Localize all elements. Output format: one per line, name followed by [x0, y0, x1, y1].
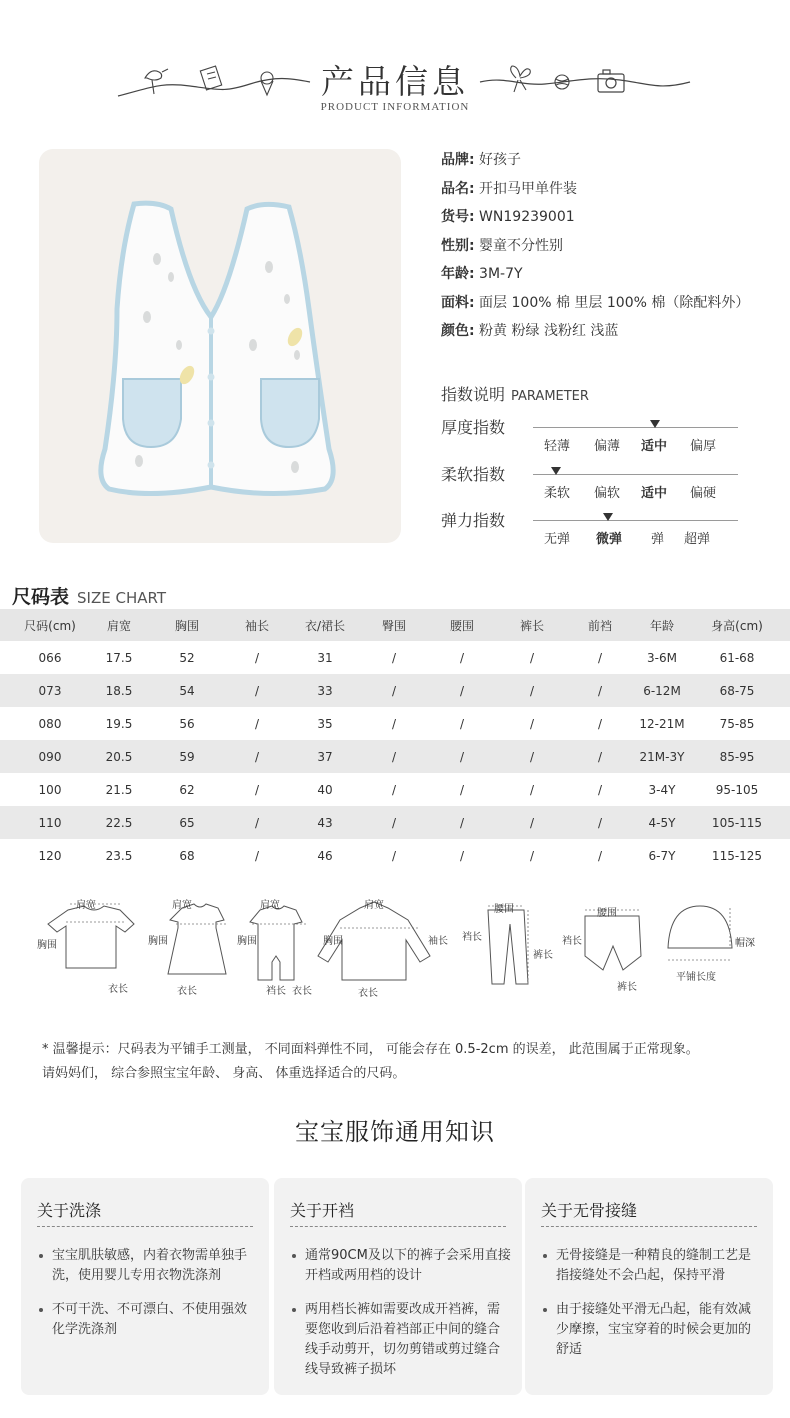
table-cell: /	[529, 650, 535, 665]
parameter-title: 指数说明 PARAMETER	[441, 385, 589, 404]
table-cell: 3-4Y	[648, 782, 676, 797]
info-color: 颜色: 粉黄 粉绿 浅粉红 浅蓝	[441, 323, 619, 339]
table-header-row: 尺码(cm) 肩宽 胸围 袖长 衣/裙长 臀围 腰围 裤长 前裆 年龄 身高(cm)	[0, 609, 790, 641]
table-cell: /	[254, 749, 260, 764]
elasticity-index: 弹力指数 无弹 微弹 弹 超弹	[441, 508, 786, 548]
table-cell: /	[529, 815, 535, 830]
table-cell: 35	[317, 716, 333, 731]
section-header	[0, 0, 790, 130]
table-cell: /	[597, 683, 603, 698]
table-cell: 115-125	[711, 848, 763, 863]
page-subtitle: PRODUCT INFORMATION	[320, 101, 470, 113]
table-cell: /	[391, 650, 397, 665]
table-cell: 40	[317, 782, 333, 797]
table-cell: /	[459, 848, 465, 863]
table-cell: /	[254, 650, 260, 665]
table-cell: /	[254, 716, 260, 731]
table-cell: 75-85	[719, 716, 755, 731]
table-cell: 105-115	[711, 815, 763, 830]
card-washing: 关于洗涤 宝宝肌肤敏感，内着衣物需单独手洗，使用婴儿专用衣物洗涤剂 不可干洗、不可漂白、不使用强效化学洗涤剂	[21, 1178, 269, 1395]
table-cell: 110	[38, 815, 62, 830]
info-brand: 品牌: 好孩子	[441, 152, 522, 168]
size-chart-title: 尺码表 SIZE CHART	[12, 586, 166, 608]
table-cell: 6-12M	[643, 683, 681, 698]
table-cell: /	[597, 848, 603, 863]
table-cell: 100	[38, 782, 62, 797]
table-cell: 6-7Y	[648, 848, 676, 863]
measurement-diagrams: 肩宽 胸围 衣长 肩宽 胸围 衣长 肩宽 胸围 裆长 衣长 肩宽 胸围 袖长 衣长 腰围 裆长 裤长 腰围 裆长 裤长 帽深 平铺长度	[0, 888, 790, 1003]
table-cell: /	[529, 716, 535, 731]
table-cell: 31	[317, 650, 333, 665]
list-item: 不可干洗、不可漂白、不使用强效化学洗涤剂	[37, 1300, 259, 1340]
table-row	[0, 839, 790, 872]
table-cell: 59	[179, 749, 195, 764]
table-cell: /	[391, 848, 397, 863]
table-cell: 56	[179, 716, 195, 731]
table-cell: 43	[317, 815, 333, 830]
table-body	[0, 641, 790, 872]
table-row	[0, 773, 790, 806]
shorts-diagram	[585, 916, 641, 970]
card-crotch: 关于开裆 通常90CM及以下的裤子会采用直接开档或两用档的设计 两用档长裤如需要改成开裆裤，需要您收到后沿着裆部正中间的缝合线手动剪开，切勿剪错或剪过缝合线导致裤子损坏	[274, 1178, 522, 1395]
product-image	[39, 149, 401, 543]
softness-marker	[551, 467, 561, 475]
table-cell: /	[529, 683, 535, 698]
table-cell: /	[459, 815, 465, 830]
size-note: * 温馨提示：尺码表为平铺手工测量， 不同面料弹性不同， 可能会存在 0.5-2cm 的误差， 此范围属于正常现象。 请妈妈们， 综合参照宝宝年龄、 身高、 体重选择适合的尺码。	[42, 1042, 699, 1081]
table-cell: 21.5	[105, 782, 133, 797]
knowledge-title: 宝宝服饰通用知识	[295, 1118, 495, 1146]
dress-diagram	[168, 904, 226, 974]
table-cell: /	[254, 683, 260, 698]
table-cell: /	[391, 782, 397, 797]
table-cell: /	[459, 650, 465, 665]
list-item: 通常90CM及以下的裤子会采用直接开档或两用档的设计	[290, 1246, 512, 1286]
table-row	[0, 707, 790, 740]
table-cell: /	[597, 749, 603, 764]
parameter-section	[441, 378, 786, 547]
table-row	[0, 674, 790, 707]
table-cell: 073	[38, 683, 62, 698]
product-info-list	[441, 149, 786, 349]
table-cell: /	[391, 716, 397, 731]
table-cell: 22.5	[105, 815, 133, 830]
tshirt-diagram	[48, 906, 134, 968]
table-cell: 37	[317, 749, 333, 764]
softness-index: 柔软指数 柔软 偏软 适中 偏硬	[441, 462, 786, 502]
table-cell: 65	[179, 815, 195, 830]
table-cell: 066	[38, 650, 62, 665]
info-age: 年龄: 3M-7Y	[441, 266, 523, 282]
table-cell: 19.5	[105, 716, 133, 731]
table-cell: 090	[38, 749, 62, 764]
table-cell: 080	[38, 716, 62, 731]
table-cell: /	[254, 782, 260, 797]
table-cell: 95-105	[715, 782, 759, 797]
list-item: 两用档长裤如需要改成开裆裤，需要您收到后沿着裆部正中间的缝合线手动剪开，切勿剪错或剪过缝合线导致裤子损坏	[290, 1300, 512, 1380]
card-seamless: 关于无骨接缝 无骨接缝是一种精良的缝制工艺是指接缝处不会凸起，保持平滑 由于接缝处平滑无凸起，能有效减少摩擦，宝宝穿着的时候会更加的舒适	[525, 1178, 773, 1395]
elasticity-marker	[603, 513, 613, 521]
table-cell: /	[391, 749, 397, 764]
table-cell: 62	[179, 782, 195, 797]
table-cell: 61-68	[719, 650, 755, 665]
table-cell: 120	[38, 848, 62, 863]
table-cell: /	[597, 650, 603, 665]
list-item: 由于接缝处平滑无凸起，能有效减少摩擦，宝宝穿着的时候会更加的舒适	[541, 1300, 763, 1360]
table-cell: /	[597, 815, 603, 830]
size-chart-table	[0, 609, 790, 872]
page-title: 产品信息	[321, 62, 469, 101]
table-cell: 52	[179, 650, 195, 665]
table-cell: /	[391, 815, 397, 830]
romper-diagram	[250, 906, 302, 980]
table-cell: 68-75	[719, 683, 755, 698]
info-product-name: 品名: 开扣马甲单件装	[441, 180, 578, 197]
table-cell: /	[459, 683, 465, 698]
info-fabric: 面料: 面层 100% 棉 里层 100% 棉（除配料外）	[441, 294, 750, 311]
table-cell: 33	[317, 683, 333, 698]
table-cell: /	[529, 782, 535, 797]
table-row	[0, 740, 790, 773]
table-cell: /	[459, 716, 465, 731]
list-item: 无骨接缝是一种精良的缝制工艺是指接缝处不会凸起，保持平滑	[541, 1246, 763, 1286]
table-cell: /	[391, 683, 397, 698]
table-cell: /	[459, 749, 465, 764]
table-cell: /	[459, 782, 465, 797]
table-cell: 4-5Y	[648, 815, 676, 830]
table-cell: /	[597, 782, 603, 797]
vest-illustration	[39, 149, 401, 543]
table-cell: 23.5	[105, 848, 133, 863]
table-cell: /	[254, 848, 260, 863]
table-cell: 68	[179, 848, 195, 863]
table-cell: /	[597, 716, 603, 731]
table-cell: /	[529, 749, 535, 764]
table-cell: /	[254, 815, 260, 830]
table-cell: 85-95	[719, 749, 755, 764]
hat-diagram	[668, 906, 732, 948]
thickness-marker	[650, 420, 660, 428]
table-cell: 21M-3Y	[639, 749, 685, 764]
table-cell: 54	[179, 683, 195, 698]
table-cell: 20.5	[105, 749, 133, 764]
thickness-index: 厚度指数 轻薄 偏薄 适中 偏厚	[441, 415, 786, 455]
table-cell: 46	[317, 848, 333, 863]
table-cell: 18.5	[105, 683, 133, 698]
pants-diagram	[488, 910, 528, 984]
table-cell: 17.5	[105, 650, 133, 665]
table-row	[0, 641, 790, 674]
table-cell: 3-6M	[647, 650, 677, 665]
info-item-number: 货号: WN19239001	[441, 209, 575, 225]
info-gender: 性别: 婴童不分性别	[441, 237, 564, 254]
table-cell: 12-21M	[639, 716, 685, 731]
table-row	[0, 806, 790, 839]
table-cell: /	[529, 848, 535, 863]
list-item: 宝宝肌肤敏感，内着衣物需单独手洗，使用婴儿专用衣物洗涤剂	[37, 1246, 259, 1286]
